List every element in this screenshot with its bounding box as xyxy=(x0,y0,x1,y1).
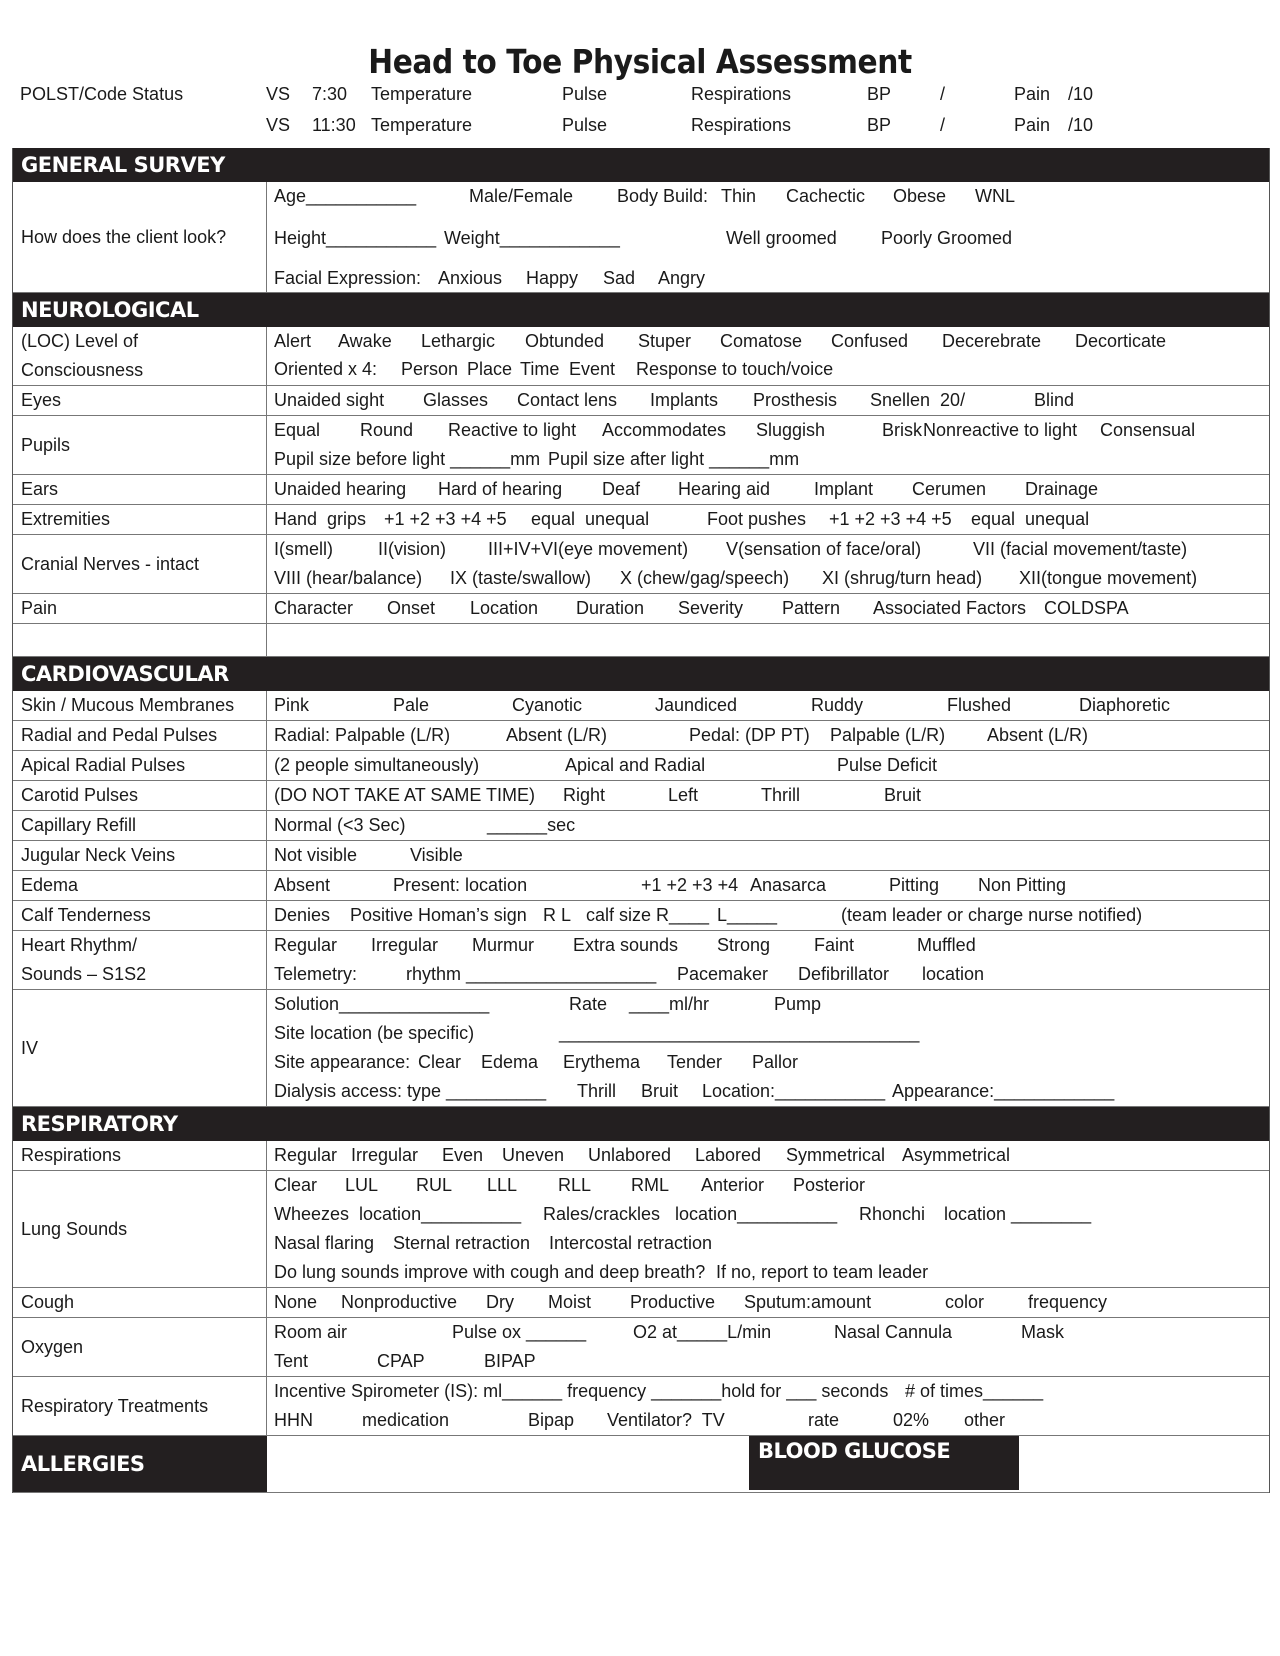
option-tent[interactable]: Tent xyxy=(274,1351,309,1371)
option-rul[interactable]: RUL xyxy=(416,1175,453,1195)
option-right-left[interactable]: R L xyxy=(543,905,572,925)
edema-location-field[interactable]: Present: location xyxy=(393,875,528,895)
option-cyanotic[interactable]: Cyanotic xyxy=(512,695,583,715)
section-cardiovascular xyxy=(13,657,1269,691)
foot-pushes-label: Foot pushes xyxy=(707,509,807,529)
bp-slash: / xyxy=(940,84,946,104)
option-faint[interactable]: Faint xyxy=(814,935,855,955)
cranial-nerve-option[interactable]: III+IV+VI(eye movement) xyxy=(488,539,689,559)
option-angry[interactable]: Angry xyxy=(658,268,706,288)
row-carotid xyxy=(13,781,1269,811)
body-build-label: Body Build: xyxy=(617,186,709,206)
blood-glucose-label: BLOOD GLUCOSE xyxy=(758,1439,951,1463)
age-field[interactable]: Age___________ xyxy=(274,186,417,206)
option-well-groomed[interactable]: Well groomed xyxy=(726,228,837,248)
snellen-field[interactable]: Snellen 20/ xyxy=(870,390,966,410)
option-pallor[interactable]: Pallor xyxy=(752,1052,799,1072)
option-uneven[interactable]: Uneven xyxy=(502,1145,565,1165)
option-muffled[interactable]: Muffled xyxy=(917,935,976,955)
row-label: Cough xyxy=(13,1288,267,1317)
hand-grips-label: Hand grips xyxy=(274,509,367,529)
row-label xyxy=(13,931,267,989)
code-status-label: POLST/Code Status xyxy=(20,84,184,104)
option-moist[interactable]: Moist xyxy=(548,1292,592,1312)
option-obese[interactable]: Obese xyxy=(893,186,947,206)
ventilator-other-field[interactable]: other xyxy=(964,1410,1006,1430)
cranial-nerve-option[interactable]: XI (shrug/turn head) xyxy=(822,568,983,588)
blood-glucose-field[interactable] xyxy=(1019,1436,1269,1492)
option-visible[interactable]: Visible xyxy=(410,845,463,865)
ventilator-rate-field[interactable]: rate xyxy=(808,1410,840,1430)
row-label: Oxygen xyxy=(13,1318,267,1376)
option-onset[interactable]: Onset xyxy=(387,598,436,618)
incentive-spirometer-fields[interactable]: Incentive Spirometer (IS): ml______ frequency _______hold for ___ seconds xyxy=(274,1381,889,1401)
row-lung-sounds xyxy=(13,1171,1269,1288)
option-strong[interactable]: Strong xyxy=(717,935,771,955)
option-pulse-deficit[interactable]: Pulse Deficit xyxy=(837,755,938,775)
option-brisk[interactable]: Brisk xyxy=(882,420,922,440)
option-anasarca[interactable]: Anasarca xyxy=(750,875,827,895)
option-reactive[interactable]: Reactive to light xyxy=(448,420,577,440)
option-nasal-flaring[interactable]: Nasal flaring xyxy=(274,1233,375,1253)
option-alert[interactable]: Alert xyxy=(274,331,312,351)
pain-label: Pain xyxy=(1014,115,1051,135)
option-decorticate[interactable]: Decorticate xyxy=(1075,331,1167,351)
option-hard-of-hearing[interactable]: Hard of hearing xyxy=(438,479,563,499)
option-implants[interactable]: Implants xyxy=(650,390,719,410)
option-bipap[interactable]: Bipap xyxy=(528,1410,575,1430)
ventilator-o2-field[interactable]: 02% xyxy=(893,1410,930,1430)
option-normal[interactable]: Normal (<3 Sec) xyxy=(274,815,406,835)
row-respirations xyxy=(13,1141,1269,1171)
times-field[interactable]: # of times______ xyxy=(905,1381,1044,1401)
row-label xyxy=(13,327,267,385)
option-jaundiced[interactable]: Jaundiced xyxy=(655,695,738,715)
row-eyes xyxy=(13,386,1269,416)
option-bruit[interactable]: Bruit xyxy=(884,785,922,805)
row-calf xyxy=(13,901,1269,931)
row-label: Calf Tenderness xyxy=(13,901,267,930)
option-cachectic[interactable]: Cachectic xyxy=(786,186,866,206)
option-cpap[interactable]: CPAP xyxy=(377,1351,425,1371)
option-room-air[interactable]: Room air xyxy=(274,1322,348,1342)
vs-label: VS xyxy=(266,115,291,135)
row-label: Pupils xyxy=(13,416,267,474)
cranial-nerve-option[interactable]: V(sensation of face/oral) xyxy=(726,539,922,559)
option-none[interactable]: None xyxy=(274,1292,318,1312)
option-accommodates[interactable]: Accommodates xyxy=(602,420,727,440)
dialysis-appearance-field[interactable]: Appearance:____________ xyxy=(892,1081,1115,1101)
row-extremities xyxy=(13,505,1269,535)
option-pale[interactable]: Pale xyxy=(393,695,430,715)
option-pedal-absent[interactable]: Absent (L/R) xyxy=(987,725,1089,745)
foot-push-equality[interactable]: equal unequal xyxy=(971,509,1090,529)
row-jugular xyxy=(13,841,1269,871)
coldspa-label: COLDSPA xyxy=(1044,598,1129,618)
option-pattern[interactable]: Pattern xyxy=(782,598,841,618)
pain-scale: /10 xyxy=(1068,115,1094,135)
option-even[interactable]: Even xyxy=(442,1145,484,1165)
notification-note: (team leader or charge nurse notified) xyxy=(841,905,1143,925)
site-appearance-label: Site appearance: xyxy=(274,1052,411,1072)
option-sad[interactable]: Sad xyxy=(603,268,636,288)
row-label: Cranial Nerves - intact xyxy=(13,535,267,593)
vs-time: 11:30 xyxy=(312,115,356,135)
option-place[interactable]: Place xyxy=(467,359,513,379)
row-loc xyxy=(13,327,1269,386)
foot-push-scale[interactable]: +1 +2 +3 +4 +5 xyxy=(829,509,952,529)
option-radial-palpable[interactable]: Radial: Palpable (L/R) xyxy=(274,725,451,745)
option-event[interactable]: Event xyxy=(569,359,616,379)
option-prosthesis[interactable]: Prosthesis xyxy=(753,390,838,410)
option-murmur[interactable]: Murmur xyxy=(472,935,534,955)
option-duration[interactable]: Duration xyxy=(576,598,645,618)
rhythm-field[interactable]: rhythm ___________________ xyxy=(406,964,657,984)
row-capillary xyxy=(13,811,1269,841)
facial-expression-label: Facial Expression: xyxy=(274,268,422,288)
hand-grip-scale[interactable]: +1 +2 +3 +4 +5 xyxy=(384,509,507,529)
option-rhonchi[interactable]: Rhonchi xyxy=(859,1204,926,1224)
option-pink[interactable]: Pink xyxy=(274,695,310,715)
option-sluggish[interactable]: Sluggish xyxy=(756,420,826,440)
option-lll[interactable]: LLL xyxy=(487,1175,518,1195)
row-label: Extremities xyxy=(13,505,267,534)
option-decerebrate[interactable]: Decerebrate xyxy=(942,331,1042,351)
calf-size-left-field[interactable]: L_____ xyxy=(717,905,778,925)
option-dialysis-thrill[interactable]: Thrill xyxy=(577,1081,616,1101)
section-neurological xyxy=(13,293,1269,327)
height-field[interactable]: Height___________ xyxy=(274,228,437,248)
option-round[interactable]: Round xyxy=(360,420,414,440)
row-label: How does the client look? xyxy=(13,182,267,292)
cranial-nerve-option[interactable]: I(smell) xyxy=(274,539,333,559)
option-posterior[interactable]: Posterior xyxy=(793,1175,866,1195)
option-non-pitting[interactable]: Non Pitting xyxy=(978,875,1067,895)
blank-cell[interactable] xyxy=(267,624,1269,656)
vital-signs-row-2 xyxy=(0,115,1280,139)
option-regular[interactable]: Regular xyxy=(274,935,338,955)
option-sternal-retraction[interactable]: Sternal retraction xyxy=(393,1233,531,1253)
pupil-size-before-field[interactable]: Pupil size before light ______mm xyxy=(274,449,541,469)
option-dry[interactable]: Dry xyxy=(486,1292,514,1312)
weight-field[interactable]: Weight____________ xyxy=(444,228,620,248)
option-contact-lens[interactable]: Contact lens xyxy=(517,390,618,410)
option-productive[interactable]: Productive xyxy=(630,1292,716,1312)
option-deaf[interactable]: Deaf xyxy=(602,479,641,499)
site-location-label: Site location (be specific) xyxy=(274,1023,475,1043)
row-skin xyxy=(13,691,1269,721)
row-label: Eyes xyxy=(13,386,267,415)
option-dialysis-bruit[interactable]: Bruit xyxy=(641,1081,679,1101)
option-thin[interactable]: Thin xyxy=(721,186,757,206)
pulse-label: Pulse xyxy=(562,84,608,104)
option-nonreactive[interactable]: Nonreactive to light xyxy=(923,420,1078,440)
allergies-field[interactable] xyxy=(267,1436,749,1492)
option-lul[interactable]: LUL xyxy=(345,1175,379,1195)
row-heart xyxy=(13,931,1269,990)
pain-scale: /10 xyxy=(1068,84,1094,104)
row-radial-pedal xyxy=(13,721,1269,751)
respirations-label: Respirations xyxy=(691,84,792,104)
label-line: (LOC) Level of xyxy=(21,331,139,352)
option-irregular[interactable]: Irregular xyxy=(371,935,439,955)
row-label: Carotid Pulses xyxy=(13,781,267,810)
blood-glucose-header xyxy=(749,1436,1019,1490)
option-apical-radial[interactable]: Apical and Radial xyxy=(565,755,706,775)
row-iv xyxy=(13,990,1269,1107)
row-label: Capillary Refill xyxy=(13,811,267,840)
option-pitting[interactable]: Pitting xyxy=(889,875,940,895)
option-cerumen[interactable]: Cerumen xyxy=(912,479,987,499)
row-blank xyxy=(13,624,1269,657)
o2-rate-field[interactable]: O2 at_____L/min xyxy=(633,1322,772,1342)
option-pedal-palpable[interactable]: Palpable (L/R) xyxy=(830,725,946,745)
cranial-nerve-option[interactable]: VIII (hear/balance) xyxy=(274,568,423,588)
section-title: RESPIRATORY xyxy=(21,1112,178,1136)
option-homans-sign[interactable]: Positive Homan’s sign xyxy=(350,905,527,925)
row-general-appearance xyxy=(13,182,1269,293)
bp-label: BP xyxy=(867,115,892,135)
option-stuper[interactable]: Stuper xyxy=(638,331,692,351)
row-label: Respirations xyxy=(13,1141,267,1170)
option-rml[interactable]: RML xyxy=(631,1175,670,1195)
option-anxious[interactable]: Anxious xyxy=(438,268,503,288)
allergies-label: ALLERGIES xyxy=(21,1452,145,1476)
section-title: GENERAL SURVEY xyxy=(21,153,225,177)
option-hhn[interactable]: HHN xyxy=(274,1410,313,1430)
option-diaphoretic[interactable]: Diaphoretic xyxy=(1079,695,1171,715)
device-location-field[interactable]: location xyxy=(922,964,985,984)
section-respiratory xyxy=(13,1107,1269,1141)
label-line: Sounds – S1S2 xyxy=(21,964,147,985)
row-ears xyxy=(13,475,1269,505)
option-glasses[interactable]: Glasses xyxy=(423,390,489,410)
section-general-survey xyxy=(13,148,1269,182)
vs-time: 7:30 xyxy=(312,84,348,104)
temperature-label: Temperature xyxy=(371,115,473,135)
option-poorly-groomed[interactable]: Poorly Groomed xyxy=(881,228,1013,248)
option-absent[interactable]: Absent xyxy=(274,875,331,895)
option-erythema[interactable]: Erythema xyxy=(563,1052,641,1072)
report-note: If no, report to team leader xyxy=(716,1262,929,1282)
cranial-nerve-option[interactable]: X (chew/gag/speech) xyxy=(620,568,790,588)
cranial-nerve-option[interactable]: VII (facial movement/taste) xyxy=(973,539,1188,559)
option-person[interactable]: Person xyxy=(401,359,459,379)
pulse-label: Pulse xyxy=(562,115,608,135)
row-label: Edema xyxy=(13,871,267,900)
option-time[interactable]: Time xyxy=(520,359,560,379)
bp-slash: / xyxy=(940,115,946,135)
row-label: Lung Sounds xyxy=(13,1171,267,1287)
option-intercostal-retraction[interactable]: Intercostal retraction xyxy=(549,1233,713,1253)
row-label: Apical Radial Pulses xyxy=(13,751,267,780)
section-title: CARDIOVASCULAR xyxy=(21,662,229,686)
option-defibrillator[interactable]: Defibrillator xyxy=(798,964,890,984)
label-line: Consciousness xyxy=(21,360,144,381)
option-comatose[interactable]: Comatose xyxy=(720,331,803,351)
label-line: Heart Rhythm/ xyxy=(21,935,138,956)
row-apical xyxy=(13,751,1269,781)
allergies-header xyxy=(13,1436,267,1492)
cranial-nerve-option[interactable]: IX (taste/swallow) xyxy=(450,568,592,588)
capillary-seconds-field[interactable]: ______sec xyxy=(487,815,576,835)
option-nasal-cannula[interactable]: Nasal Cannula xyxy=(834,1322,953,1342)
option-confused[interactable]: Confused xyxy=(831,331,909,351)
row-label: IV xyxy=(13,990,267,1106)
row-label: Skin / Mucous Membranes xyxy=(13,691,267,720)
rate-label: Rate xyxy=(569,994,608,1014)
page-title: Head to Toe Physical Assessment xyxy=(368,42,912,81)
option-tender[interactable]: Tender xyxy=(667,1052,723,1072)
pedal-label[interactable]: Pedal: (DP PT) xyxy=(689,725,810,745)
pulse-ox-field[interactable]: Pulse ox ______ xyxy=(452,1322,587,1342)
cranial-nerve-option[interactable]: II(vision) xyxy=(378,539,447,559)
rhonchi-location-field[interactable]: location ________ xyxy=(944,1204,1092,1224)
option-unlabored[interactable]: Unlabored xyxy=(588,1145,672,1165)
option-implant[interactable]: Implant xyxy=(814,479,874,499)
sputum-amount-field[interactable]: Sputum:amount xyxy=(744,1292,872,1312)
oriented-label: Oriented x 4: xyxy=(274,359,378,379)
rales-location-field[interactable]: Rales/crackles location__________ xyxy=(543,1204,838,1224)
option-bipap[interactable]: BIPAP xyxy=(484,1351,536,1371)
row-pain xyxy=(13,594,1269,624)
row-label: Pain xyxy=(13,594,267,623)
row-pupils xyxy=(13,416,1269,475)
row-label: Respiratory Treatments xyxy=(13,1377,267,1435)
iv-rate-field[interactable]: ____ml/hr xyxy=(629,994,710,1014)
option-anterior[interactable]: Anterior xyxy=(701,1175,765,1195)
pupil-size-after-field[interactable]: Pupil size after light ______mm xyxy=(548,449,800,469)
medication-field[interactable]: medication xyxy=(362,1410,450,1430)
respirations-label: Respirations xyxy=(691,115,792,135)
site-location-field[interactable]: ____________________________________ xyxy=(559,1023,920,1043)
option-lethargic[interactable]: Lethargic xyxy=(421,331,496,351)
option-drainage[interactable]: Drainage xyxy=(1025,479,1099,499)
option-blind[interactable]: Blind xyxy=(1034,390,1075,410)
option-pacemaker[interactable]: Pacemaker xyxy=(677,964,769,984)
apical-note: (2 people simultaneously) xyxy=(274,755,480,775)
option-regular[interactable]: Regular xyxy=(274,1145,338,1165)
edema-scale[interactable]: +1 +2 +3 +4 xyxy=(641,875,739,895)
option-right[interactable]: Right xyxy=(563,785,606,805)
option-obtunded[interactable]: Obtunded xyxy=(525,331,605,351)
option-pump[interactable]: Pump xyxy=(774,994,822,1014)
cranial-nerve-option[interactable]: XII(tongue movement) xyxy=(1019,568,1198,588)
option-nonproductive[interactable]: Nonproductive xyxy=(341,1292,458,1312)
temperature-label: Temperature xyxy=(371,84,473,104)
option-awake[interactable]: Awake xyxy=(338,331,392,351)
dialysis-location-field[interactable]: Location:___________ xyxy=(702,1081,886,1101)
option-clear[interactable]: Clear xyxy=(418,1052,462,1072)
row-label: Radial and Pedal Pulses xyxy=(13,721,267,750)
footer-row xyxy=(13,1436,1269,1493)
option-severity[interactable]: Severity xyxy=(678,598,744,618)
option-response[interactable]: Response to touch/voice xyxy=(636,359,834,379)
option-denies[interactable]: Denies xyxy=(274,905,331,925)
calf-size-right-field[interactable]: calf size R____ xyxy=(586,905,710,925)
row-edema xyxy=(13,871,1269,901)
option-location[interactable]: Location xyxy=(470,598,539,618)
option-edema[interactable]: Edema xyxy=(481,1052,539,1072)
option-flushed[interactable]: Flushed xyxy=(947,695,1012,715)
option-consensual[interactable]: Consensual xyxy=(1100,420,1196,440)
vital-signs-row-1 xyxy=(0,84,1280,108)
dialysis-type-field[interactable]: Dialysis access: type __________ xyxy=(274,1081,547,1101)
option-clear[interactable]: Clear xyxy=(274,1175,318,1195)
bp-label: BP xyxy=(867,84,892,104)
sputum-color-field[interactable]: color xyxy=(945,1292,985,1312)
row-label: Ears xyxy=(13,475,267,504)
option-left[interactable]: Left xyxy=(668,785,699,805)
option-extra-sounds[interactable]: Extra sounds xyxy=(573,935,679,955)
carotid-warning: (DO NOT TAKE AT SAME TIME) xyxy=(274,785,536,805)
sputum-frequency-field[interactable]: frequency xyxy=(1028,1292,1108,1312)
option-irregular[interactable]: Irregular xyxy=(351,1145,419,1165)
row-respiratory-treatments xyxy=(13,1377,1269,1436)
option-asymmetrical[interactable]: Asymmetrical xyxy=(902,1145,1011,1165)
option-labored[interactable]: Labored xyxy=(695,1145,762,1165)
ventilator-tv-field[interactable]: Ventilator? TV xyxy=(607,1410,725,1430)
option-symmetrical[interactable]: Symmetrical xyxy=(786,1145,886,1165)
option-radial-absent[interactable]: Absent (L/R) xyxy=(506,725,608,745)
section-title: NEUROLOGICAL xyxy=(21,298,199,322)
option-unaided-hearing[interactable]: Unaided hearing xyxy=(274,479,407,499)
wheezes-location-field[interactable]: Wheezes location__________ xyxy=(274,1204,522,1224)
option-hearing-aid[interactable]: Hearing aid xyxy=(678,479,771,499)
row-oxygen xyxy=(13,1318,1269,1377)
row-label: Jugular Neck Veins xyxy=(13,841,267,870)
assessment-form xyxy=(12,148,1270,1493)
option-equal[interactable]: Equal xyxy=(274,420,321,440)
row-cough xyxy=(13,1288,1269,1318)
option-not-visible[interactable]: Not visible xyxy=(274,845,358,865)
row-cranial-nerves xyxy=(13,535,1269,594)
option-sex[interactable]: Male/Female xyxy=(469,186,574,206)
option-character[interactable]: Character xyxy=(274,598,354,618)
iv-solution-field[interactable]: Solution_______________ xyxy=(274,994,490,1014)
option-associated-factors[interactable]: Associated Factors xyxy=(873,598,1027,618)
vs-label: VS xyxy=(266,84,291,104)
pain-label: Pain xyxy=(1014,84,1051,104)
option-wnl[interactable]: WNL xyxy=(975,186,1015,206)
improve-question: Do lung sounds improve with cough and deep breath? xyxy=(274,1262,706,1282)
option-thrill[interactable]: Thrill xyxy=(761,785,800,805)
option-happy[interactable]: Happy xyxy=(526,268,579,288)
option-ruddy[interactable]: Ruddy xyxy=(811,695,864,715)
option-mask[interactable]: Mask xyxy=(1021,1322,1065,1342)
option-rll[interactable]: RLL xyxy=(558,1175,592,1195)
telemetry-label: Telemetry: xyxy=(274,964,358,984)
hand-grip-equality[interactable]: equal unequal xyxy=(531,509,650,529)
option-unaided-sight[interactable]: Unaided sight xyxy=(274,390,385,410)
row-label xyxy=(13,624,267,656)
